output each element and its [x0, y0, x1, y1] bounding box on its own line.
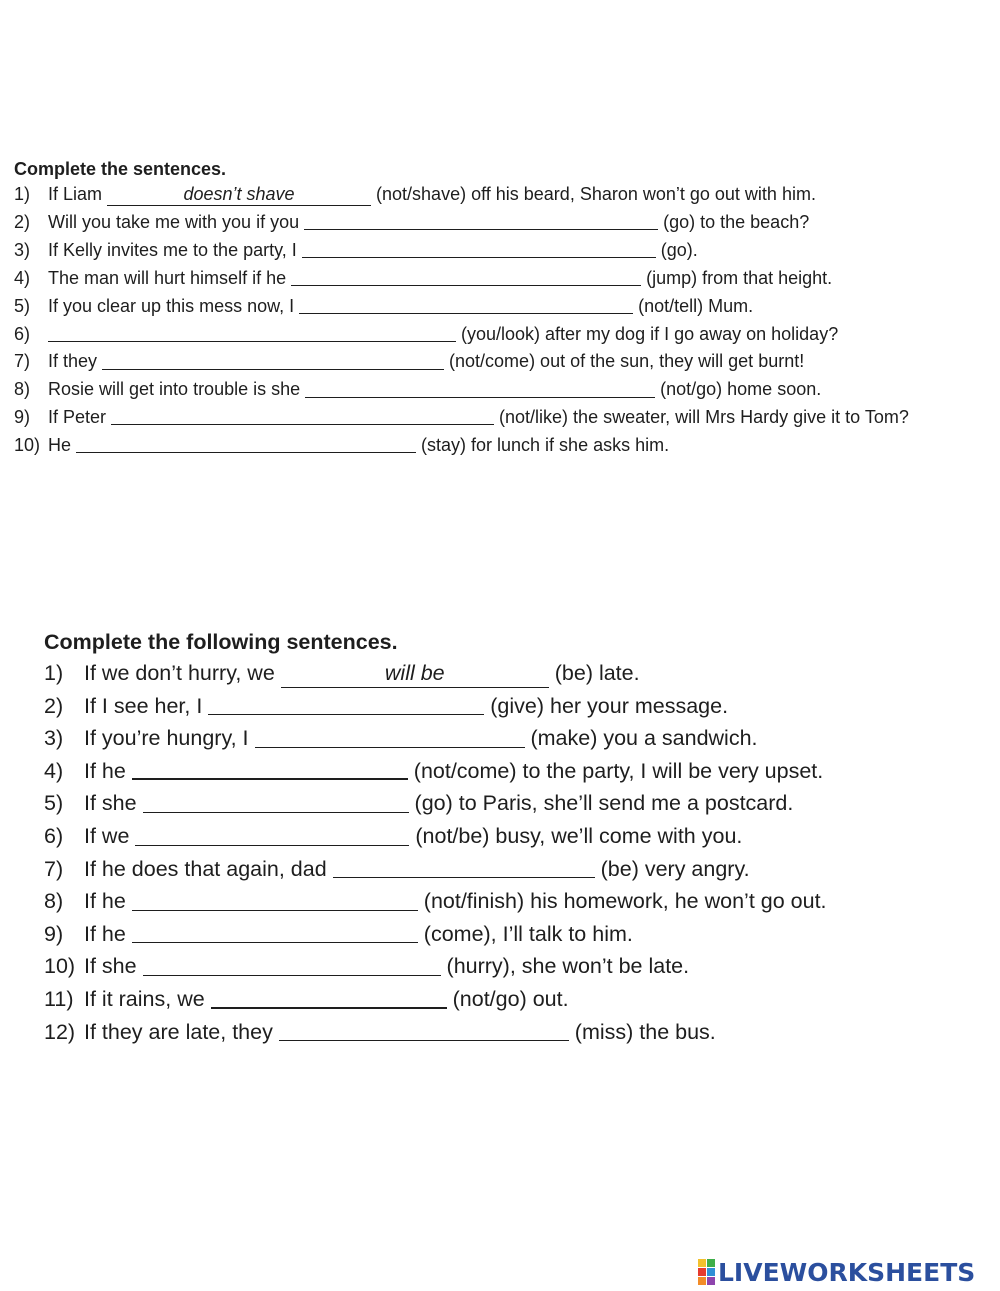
answer-blank[interactable] — [302, 240, 656, 258]
answer-blank[interactable] — [132, 758, 408, 780]
answer-text: doesn’t shave — [183, 184, 295, 205]
item-text-before: If he — [84, 889, 132, 914]
answer-blank[interactable] — [211, 986, 447, 1008]
item-number: 5) — [14, 295, 31, 316]
item-text-after: (you/look) after my dog if I go away on holiday? — [456, 323, 839, 344]
exercise-item — [44, 950, 974, 983]
item-text-after: (give) her your message. — [484, 693, 729, 718]
item-number: 10) — [14, 435, 41, 456]
answer-blank[interactable] — [305, 379, 655, 397]
logo-text: LIVEWORKSHEETS — [718, 1257, 976, 1287]
exercise-item — [14, 209, 984, 237]
item-text-before: If he — [84, 921, 132, 946]
item-text-before: If he does that again, dad — [84, 856, 333, 881]
item-number: 4) — [14, 267, 31, 288]
item-text-after: (not/go) out. — [446, 986, 569, 1011]
exercise-item — [14, 237, 984, 265]
exercise-item — [14, 404, 984, 432]
answer-blank[interactable] — [102, 352, 444, 370]
item-text-after: (jump) from that height. — [641, 267, 833, 288]
item-text-after: (not/come) out of the sun, they will get burnt! — [444, 351, 805, 372]
item-text-before: If she — [84, 791, 143, 816]
item-number: 7) — [44, 856, 64, 881]
item-number: 2) — [14, 211, 31, 232]
item-text-before: Rosie will get into trouble is she — [48, 379, 306, 400]
item-number: 8) — [14, 379, 31, 400]
answer-blank[interactable] — [135, 824, 409, 845]
section-1-title: Complete the sentences. — [14, 159, 227, 179]
exercise-item — [44, 657, 974, 690]
answer-blank[interactable] — [279, 1020, 569, 1041]
logo-block — [698, 1277, 706, 1285]
exercise-section-1 — [14, 157, 984, 460]
answer-blank[interactable] — [143, 955, 441, 976]
item-number: 10) — [44, 954, 76, 979]
item-text-before: The man will hurt himself if he — [48, 267, 292, 288]
item-text-after: (not/like) the sweater, will Mrs Hardy give it to Tom? — [494, 407, 909, 428]
logo-block — [698, 1268, 706, 1276]
section-2-title: Complete the following sentences. — [44, 630, 398, 654]
answer-text: will be — [384, 661, 445, 686]
liveworksheets-logo — [698, 1257, 975, 1287]
logo-block — [707, 1268, 715, 1276]
answer-blank[interactable] — [208, 694, 484, 715]
exercise-item — [14, 293, 984, 321]
item-text-after: (stay) for lunch if she asks him. — [416, 435, 670, 456]
item-text-before: If he — [84, 758, 132, 783]
exercise-item — [44, 787, 974, 820]
item-number: 6) — [14, 323, 31, 344]
item-text-after: (hurry), she won’t be late. — [440, 954, 690, 979]
item-number: 8) — [44, 889, 64, 914]
exercise-item — [14, 432, 984, 460]
logo-block — [698, 1259, 706, 1267]
exercise-item — [44, 853, 974, 886]
item-text-before: If you clear up this mess now, I — [48, 295, 300, 316]
answer-blank[interactable] — [304, 212, 658, 230]
answer-blank[interactable] — [299, 296, 633, 314]
item-text-before: Will you take me with you if you — [48, 211, 305, 232]
exercise-item — [44, 918, 974, 951]
item-number: 6) — [44, 823, 64, 848]
item-text-before: He — [48, 435, 77, 456]
item-text-before: If she — [84, 954, 143, 979]
exercise-item — [14, 348, 984, 376]
item-text-after: (go). — [655, 239, 698, 260]
exercise-item — [14, 181, 984, 209]
exercise-item — [44, 820, 974, 853]
item-text-after: (be) late. — [548, 661, 640, 685]
item-text-before: If Liam — [48, 184, 108, 204]
answer-blank[interactable] — [132, 922, 418, 943]
item-text-before: If they are late, they — [84, 1019, 279, 1044]
answer-blank[interactable] — [76, 435, 416, 453]
answer-field[interactable] — [281, 661, 549, 688]
logo-blocks-icon — [698, 1259, 715, 1285]
answer-blank[interactable] — [291, 268, 641, 286]
item-text-after: (be) very angry. — [594, 856, 750, 881]
item-text-after: (not/come) to the party, I will be very upset. — [407, 758, 824, 783]
item-text-after: (not/go) home soon. — [655, 379, 822, 400]
item-text-before: If we — [84, 823, 136, 848]
item-text-before: If it rains, we — [84, 986, 211, 1011]
logo-block — [707, 1259, 715, 1267]
exercise-item — [14, 376, 984, 404]
exercise-item — [14, 265, 984, 293]
item-number: 12) — [44, 1019, 76, 1044]
answer-blank[interactable] — [255, 726, 525, 747]
item-text-before: If they — [48, 351, 103, 372]
item-number: 3) — [44, 726, 64, 751]
answer-blank[interactable] — [143, 792, 409, 813]
exercise-section-2 — [44, 627, 974, 1048]
section-1-list — [14, 181, 984, 460]
item-number: 9) — [14, 407, 31, 428]
answer-blank[interactable] — [333, 857, 595, 878]
item-text-after: (not/tell) Mum. — [633, 295, 754, 316]
item-text-after: (go) to Paris, she’ll send me a postcard. — [408, 791, 794, 816]
item-number: 7) — [14, 351, 31, 372]
item-number: 1) — [44, 661, 64, 685]
answer-field[interactable] — [107, 186, 371, 206]
exercise-item — [44, 1016, 974, 1049]
item-text-before: If we don’t hurry, we — [84, 661, 281, 685]
item-text-before: If I see her, I — [84, 693, 209, 718]
item-text-after: (miss) the bus. — [568, 1019, 716, 1044]
answer-blank[interactable] — [132, 889, 418, 910]
exercise-item — [14, 321, 984, 349]
item-number: 1) — [14, 184, 31, 204]
logo-block — [707, 1277, 715, 1285]
item-number: 4) — [44, 758, 64, 783]
exercise-item — [44, 722, 974, 755]
exercise-item — [44, 885, 974, 918]
item-text-before: If Peter — [48, 407, 112, 428]
item-text-after: (not/shave) off his beard, Sharon won’t go out with him. — [371, 184, 816, 204]
exercise-item — [44, 690, 974, 723]
item-text-after: (go) to the beach? — [658, 211, 810, 232]
item-number: 5) — [44, 791, 64, 816]
item-text-after: (come), I’ll talk to him. — [417, 921, 633, 946]
exercise-item — [44, 755, 974, 788]
answer-blank[interactable] — [111, 407, 494, 425]
item-number: 3) — [14, 239, 31, 260]
item-text-after: (not/be) busy, we’ll come with you. — [409, 823, 743, 848]
item-number: 2) — [44, 693, 64, 718]
section-2-list — [44, 657, 974, 1048]
item-number: 9) — [44, 921, 64, 946]
exercise-item — [44, 983, 974, 1016]
item-text-after: (not/finish) his homework, he won’t go out. — [417, 889, 827, 914]
item-number: 11) — [44, 986, 74, 1011]
item-text-before: If you’re hungry, I — [84, 726, 255, 751]
item-text-before: If Kelly invites me to the party, I — [48, 239, 302, 260]
item-text-after: (make) you a sandwich. — [524, 726, 758, 751]
answer-blank[interactable] — [48, 324, 456, 342]
